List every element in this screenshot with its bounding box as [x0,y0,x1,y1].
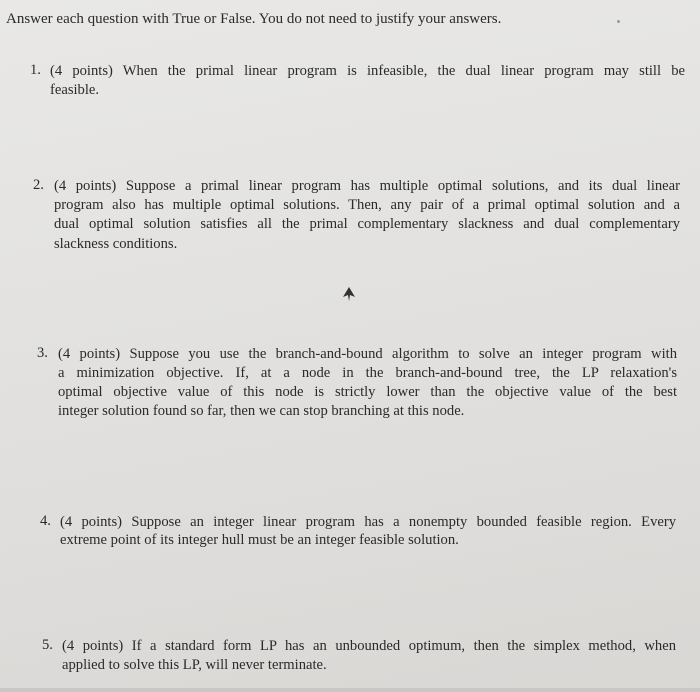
question-text-line: (4 points) Suppose you use the branch-and-bound algorithm to solve an integer program with [58,346,677,362]
question-text-line: dual optimal solution satisfies all the primal complementary slackness and dual complementary [54,216,680,232]
mouse-cursor-icon [343,287,355,301]
question-text-line: applied to solve this LP, will never terminate. [62,657,327,673]
question-text-line: (4 points) Suppose a primal linear program has multiple optimal solutions, and its dual linear [54,178,680,194]
question-text-line: extreme point of its integer hull must be an integer feasible solution. [60,532,459,548]
question-text-line: integer solution found so far, then we can stop branching at this node. [58,403,465,419]
question-text-line: program also has multiple optimal solutions. Then, any pair of a primal optimal solution and a [54,197,680,213]
question-text-line: slackness conditions. [54,236,178,252]
question-text-line: (4 points) If a standard form LP has an unbounded optimum, then the simplex method, when [62,638,676,654]
page-edge [0,688,700,692]
question-number: 2. [33,177,44,193]
question-text-line: feasible. [50,82,100,98]
speck [617,20,620,23]
question-number: 4. [40,513,51,529]
question-text-line: a minimization objective. If, at a node in the branch-and-bound tree, the LP relaxation's [58,365,677,381]
question-number: 3. [37,345,48,361]
question-text-line: (4 points) Suppose an integer linear program has a nonempty bounded feasible region. Every [60,514,676,530]
question-text-line: optimal objective value of this node is strictly lower than the objective value of the best [58,384,677,400]
question-text-line: (4 points) When the primal linear program is infeasible, the dual linear program may still be [50,63,685,79]
instructions: Answer each question with True or False. You do not need to justify your answers. [6,11,502,27]
question-number: 5. [42,637,53,653]
question-number: 1. [30,62,41,78]
